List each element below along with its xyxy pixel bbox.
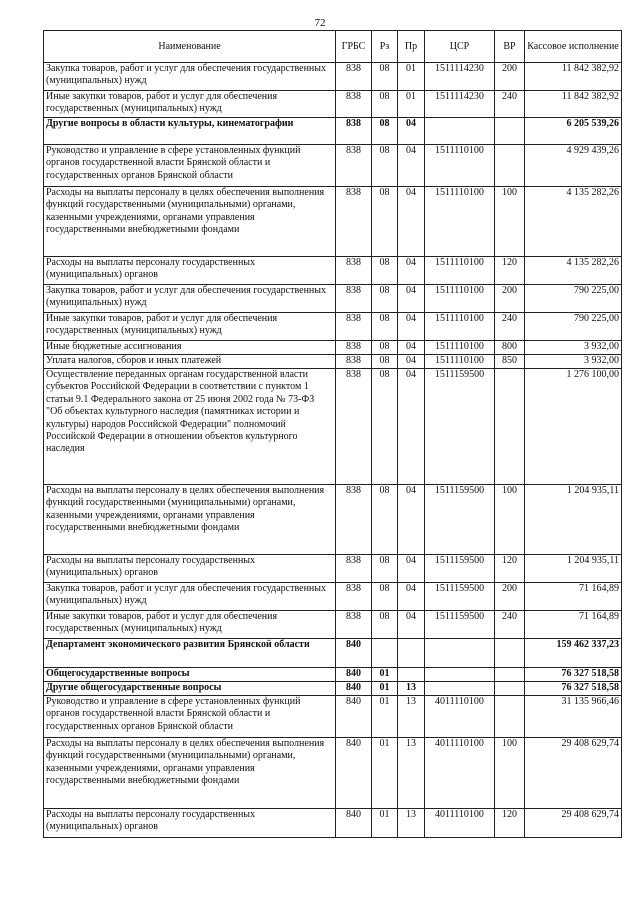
table-row (44, 696, 622, 738)
cell-name: Руководство и управление в сфере установленных функций органов государственной власти Брянской области и государственных органов Брянской области (44, 145, 336, 187)
header-pr: Пр (398, 31, 425, 63)
cell-rz: 08 (372, 285, 398, 313)
table-row (44, 611, 622, 639)
cell-vr: 200 (495, 285, 525, 313)
cell-csr (425, 118, 495, 145)
cell-rz: 08 (372, 257, 398, 285)
cell-name: Иные закупки товаров, работ и услуг для обеспечения государственных (муниципальных) нужд (44, 91, 336, 118)
cell-csr: 1511110100 (425, 285, 495, 313)
cell-amount: 29 408 629,74 (525, 809, 622, 838)
cell-name: Расходы на выплаты персоналу государственных (муниципальных) органов (44, 257, 336, 285)
cell-grbs: 838 (336, 313, 372, 341)
cell-grbs: 838 (336, 355, 372, 369)
cell-grbs: 840 (336, 738, 372, 809)
cell-amount: 790 225,00 (525, 313, 622, 341)
header-grbs: ГРБС (336, 31, 372, 63)
cell-name: Закупка товаров, работ и услуг для обеспечения государственных (муниципальных) нужд (44, 63, 336, 91)
cell-name: Уплата налогов, сборов и иных платежей (44, 355, 336, 369)
cell-amount: 71 164,89 (525, 583, 622, 611)
header-vr: ВР (495, 31, 525, 63)
cell-pr: 04 (398, 611, 425, 639)
cell-grbs: 840 (336, 682, 372, 696)
cell-vr: 200 (495, 583, 525, 611)
cell-name: Другие вопросы в области культуры, кинематографии (44, 118, 336, 145)
table-row (44, 809, 622, 838)
cell-name: Другие общегосударственные вопросы (44, 682, 336, 696)
cell-vr: 200 (495, 63, 525, 91)
page-number: 72 (314, 17, 326, 29)
cell-pr: 04 (398, 257, 425, 285)
cell-csr: 4011110100 (425, 696, 495, 738)
cell-name: Закупка товаров, работ и услуг для обеспечения государственных (муниципальных) нужд (44, 285, 336, 313)
cell-rz: 08 (372, 555, 398, 583)
cell-vr: 240 (495, 91, 525, 118)
cell-pr: 04 (398, 313, 425, 341)
table-header-row (44, 31, 622, 63)
cell-amount: 76 327 518,58 (525, 668, 622, 682)
cell-pr: 01 (398, 91, 425, 118)
cell-name: Общегосударственные вопросы (44, 668, 336, 682)
cell-csr: 4011110100 (425, 809, 495, 838)
cell-vr: 240 (495, 611, 525, 639)
cell-amount: 31 135 966,46 (525, 696, 622, 738)
cell-csr: 1511159500 (425, 485, 495, 555)
cell-vr (495, 369, 525, 485)
cell-pr: 13 (398, 738, 425, 809)
cell-grbs: 838 (336, 257, 372, 285)
table-row (44, 285, 622, 313)
cell-grbs: 840 (336, 809, 372, 838)
cell-csr: 1511159500 (425, 369, 495, 485)
cell-name: Иные бюджетные ассигнования (44, 341, 336, 355)
cell-rz: 08 (372, 313, 398, 341)
cell-vr: 800 (495, 341, 525, 355)
cell-amount: 3 932,00 (525, 355, 622, 369)
cell-csr (425, 668, 495, 682)
table-row (44, 355, 622, 369)
cell-amount: 4 929 439,26 (525, 145, 622, 187)
cell-csr: 1511110100 (425, 355, 495, 369)
cell-csr: 1511159500 (425, 555, 495, 583)
cell-vr (495, 118, 525, 145)
cell-pr: 04 (398, 583, 425, 611)
cell-name: Департамент экономического развития Брянской области (44, 639, 336, 668)
cell-grbs: 840 (336, 639, 372, 668)
header-rz: Рз (372, 31, 398, 63)
cell-rz: 01 (372, 668, 398, 682)
cell-pr: 04 (398, 555, 425, 583)
table-row (44, 682, 622, 696)
table-row (44, 369, 622, 485)
cell-pr: 13 (398, 809, 425, 838)
cell-vr: 120 (495, 809, 525, 838)
cell-csr: 1511110100 (425, 187, 495, 257)
cell-amount: 29 408 629,74 (525, 738, 622, 809)
cell-csr (425, 682, 495, 696)
table-row (44, 63, 622, 91)
cell-grbs: 838 (336, 118, 372, 145)
cell-name: Расходы на выплаты персоналу государственных (муниципальных) органов (44, 555, 336, 583)
cell-amount: 11 842 382,92 (525, 91, 622, 118)
cell-vr: 120 (495, 555, 525, 583)
table-row (44, 91, 622, 118)
cell-csr: 1511114230 (425, 63, 495, 91)
cell-amount: 3 932,00 (525, 341, 622, 355)
cell-csr (425, 639, 495, 668)
cell-grbs: 838 (336, 555, 372, 583)
table-row (44, 145, 622, 187)
cell-pr: 04 (398, 285, 425, 313)
cell-pr: 01 (398, 63, 425, 91)
cell-pr (398, 639, 425, 668)
budget-table (43, 30, 622, 838)
cell-pr: 04 (398, 145, 425, 187)
table-row (44, 187, 622, 257)
cell-amount: 1 204 935,11 (525, 555, 622, 583)
cell-name: Расходы на выплаты персоналу в целях обеспечения выполнения функций государственными (муниципальными) органами, казенными учреждениями, органами управления государственными внебюджетными фондами (44, 485, 336, 555)
cell-vr (495, 696, 525, 738)
cell-rz: 08 (372, 341, 398, 355)
cell-rz: 08 (372, 369, 398, 485)
cell-csr: 1511110100 (425, 257, 495, 285)
cell-vr: 100 (495, 187, 525, 257)
cell-csr: 1511110100 (425, 313, 495, 341)
cell-csr: 1511110100 (425, 341, 495, 355)
cell-rz: 08 (372, 583, 398, 611)
cell-name: Закупка товаров, работ и услуг для обеспечения государственных (муниципальных) нужд (44, 583, 336, 611)
cell-rz: 01 (372, 682, 398, 696)
table-row (44, 639, 622, 668)
cell-csr: 1511159500 (425, 611, 495, 639)
cell-grbs: 838 (336, 611, 372, 639)
cell-grbs: 838 (336, 583, 372, 611)
cell-vr (495, 682, 525, 696)
table-row (44, 555, 622, 583)
cell-name: Иные закупки товаров, работ и услуг для обеспечения государственных (муниципальных) нужд (44, 313, 336, 341)
cell-amount: 4 135 282,26 (525, 257, 622, 285)
cell-grbs: 838 (336, 63, 372, 91)
cell-amount: 11 842 382,92 (525, 63, 622, 91)
cell-csr: 1511159500 (425, 583, 495, 611)
cell-rz: 01 (372, 738, 398, 809)
cell-vr (495, 145, 525, 187)
cell-grbs: 838 (336, 187, 372, 257)
cell-csr: 4011110100 (425, 738, 495, 809)
cell-rz: 01 (372, 809, 398, 838)
cell-pr: 04 (398, 341, 425, 355)
cell-rz: 08 (372, 91, 398, 118)
header-name: Наименование (44, 31, 336, 63)
cell-rz: 08 (372, 187, 398, 257)
cell-name: Расходы на выплаты персоналу государственных (муниципальных) органов (44, 809, 336, 838)
cell-name: Расходы на выплаты персоналу в целях обеспечения выполнения функций государственными (муниципальными) органами, казенными учреждениями, органами управления государственными внебюджетными фондами (44, 738, 336, 809)
cell-pr: 13 (398, 696, 425, 738)
cell-grbs: 838 (336, 285, 372, 313)
cell-csr: 1511114230 (425, 91, 495, 118)
cell-vr: 240 (495, 313, 525, 341)
cell-grbs: 838 (336, 485, 372, 555)
cell-amount: 1 204 935,11 (525, 485, 622, 555)
cell-name: Руководство и управление в сфере установленных функций органов государственной власти Брянской области и государственных органов Брянской области (44, 696, 336, 738)
cell-rz: 01 (372, 696, 398, 738)
cell-pr: 04 (398, 369, 425, 485)
table-row (44, 485, 622, 555)
cell-rz: 08 (372, 485, 398, 555)
cell-rz: 08 (372, 118, 398, 145)
table-row (44, 313, 622, 341)
cell-pr: 04 (398, 187, 425, 257)
cell-pr (398, 668, 425, 682)
cell-name: Осуществление переданных органам государственной власти субъектов Российской Федерации в соответствии с пунктом 1 статьи 9.1 Федерального закона от 25 июня 2002 года № 73-ФЗ "Об объектах культурного наследия (памятниках истории и культуры) народов Российской Федерации" полномочий Российской Федерации в отношении объектов культурного наследия (44, 369, 336, 485)
cell-csr: 1511110100 (425, 145, 495, 187)
cell-vr: 850 (495, 355, 525, 369)
cell-rz (372, 639, 398, 668)
table-row (44, 583, 622, 611)
cell-rz: 08 (372, 611, 398, 639)
cell-name: Расходы на выплаты персоналу в целях обеспечения выполнения функций государственными (муниципальными) органами, казенными учреждениями, органами управления государственными внебюджетными фондами (44, 187, 336, 257)
cell-amount: 790 225,00 (525, 285, 622, 313)
cell-grbs: 838 (336, 341, 372, 355)
cell-grbs: 838 (336, 91, 372, 118)
cell-name: Иные закупки товаров, работ и услуг для обеспечения государственных (муниципальных) нужд (44, 611, 336, 639)
table-row (44, 668, 622, 682)
cell-vr: 100 (495, 485, 525, 555)
table-row (44, 341, 622, 355)
cell-amount: 159 462 337,23 (525, 639, 622, 668)
cell-pr: 04 (398, 485, 425, 555)
cell-rz: 08 (372, 63, 398, 91)
cell-pr: 04 (398, 355, 425, 369)
cell-rz: 08 (372, 355, 398, 369)
cell-grbs: 840 (336, 668, 372, 682)
table-row (44, 118, 622, 145)
cell-amount: 76 327 518,58 (525, 682, 622, 696)
cell-pr: 04 (398, 118, 425, 145)
table-row (44, 738, 622, 809)
cell-grbs: 838 (336, 369, 372, 485)
cell-vr (495, 639, 525, 668)
table-row (44, 257, 622, 285)
header-amount: Кассовое исполнение (525, 31, 622, 63)
cell-vr (495, 668, 525, 682)
cell-amount: 4 135 282,26 (525, 187, 622, 257)
cell-amount: 1 276 100,00 (525, 369, 622, 485)
header-csr: ЦСР (425, 31, 495, 63)
cell-grbs: 840 (336, 696, 372, 738)
cell-rz: 08 (372, 145, 398, 187)
cell-amount: 71 164,89 (525, 611, 622, 639)
cell-vr: 120 (495, 257, 525, 285)
cell-grbs: 838 (336, 145, 372, 187)
cell-pr: 13 (398, 682, 425, 696)
cell-amount: 6 205 539,26 (525, 118, 622, 145)
cell-vr: 100 (495, 738, 525, 809)
